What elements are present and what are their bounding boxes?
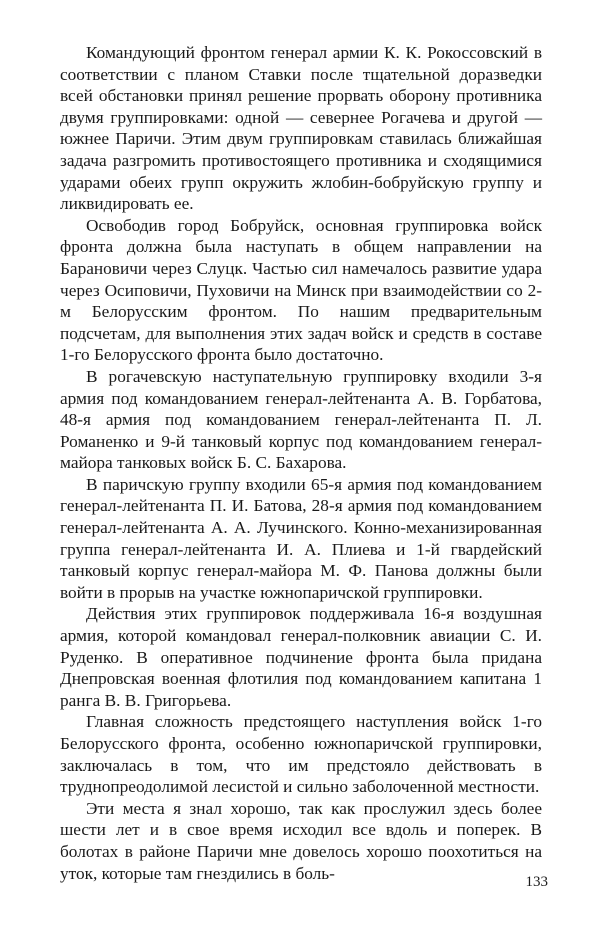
paragraph-5: Действия этих группировок поддерживала 16-я воздушная армия, которой командовал генерал-полковник авиации С. И. Руденко. В оперативное подчинение фронта была придана Днепровская военная флотилия под командованием капитана 1 ранга В. В. Григорьева.: [60, 604, 542, 710]
paragraph-6: Главная сложность предстоящего наступления войск 1-го Белорусского фронта, особенно южнопаричской группировки, заключалась в том, что им предстояло действовать в труднопреодолимой лесистой и сильно заболоченной местности.: [60, 712, 542, 797]
paragraph-7: Эти места я знал хорошо, так как прослужил здесь более шести лет и в свое время исходил все вдоль и поперек. В болотах в районе Паричи мне довелось хорошо поохотиться на уток, которые там гнездились в боль-: [60, 798, 542, 883]
page-number: 133: [525, 874, 548, 890]
paragraph-4: В паричскую группу входили 65-я армия под командованием генерал-лейтенанта П. И. Батова, 28-я армия под командованием генерал-лейтенанта А. А. Лучинского. Конно-механизированная группа генерал-лейтенанта И. А. Плиева и 1-й гвардейский танковый корпус генерал-майора М. Ф. Панова должны были войти в прорыв на участке южнопаричской группировки.: [60, 474, 542, 602]
paragraph-2: Освободив город Бобруйск, основная группировка войск фронта должна была наступать в общем направлении на Барановичи через Слуцк. Частью сил намечалось развитие удара через Осиповичи, Пуховичи на Минск при взаимодействии со 2-м Белорусским фронтом. По нашим предварительным подсчетам, для выполнения этих задач войск и средств в составе 1-го Белорусского фронта было достаточно.: [60, 215, 542, 365]
page-body: [60, 42, 542, 884]
paragraph-1: Командующий фронтом генерал армии К. К. Рокоссовский в соответствии с планом Ставки после тщательной доразведки всей обстановки принял решение прорвать оборону противника двумя группировками: одной — севернее Рогачева и другой — южнее Паричи. Этим двум группировкам ставилась ближайшая задача разгромить противостоящего противника и сходящимися ударами обеих групп окружить жлобин-бобруйскую группу и ликвидировать ее.: [60, 43, 542, 214]
paragraph-3: В рогачевскую наступательную группировку входили 3-я армия под командованием генерал-лейтенанта А. В. Горбатова, 48-я армия под командованием генерал-лейтенанта П. Л. Романенко и 9-й танковый корпус под командованием генерал-майора танковых войск Б. С. Бахарова.: [60, 366, 542, 473]
